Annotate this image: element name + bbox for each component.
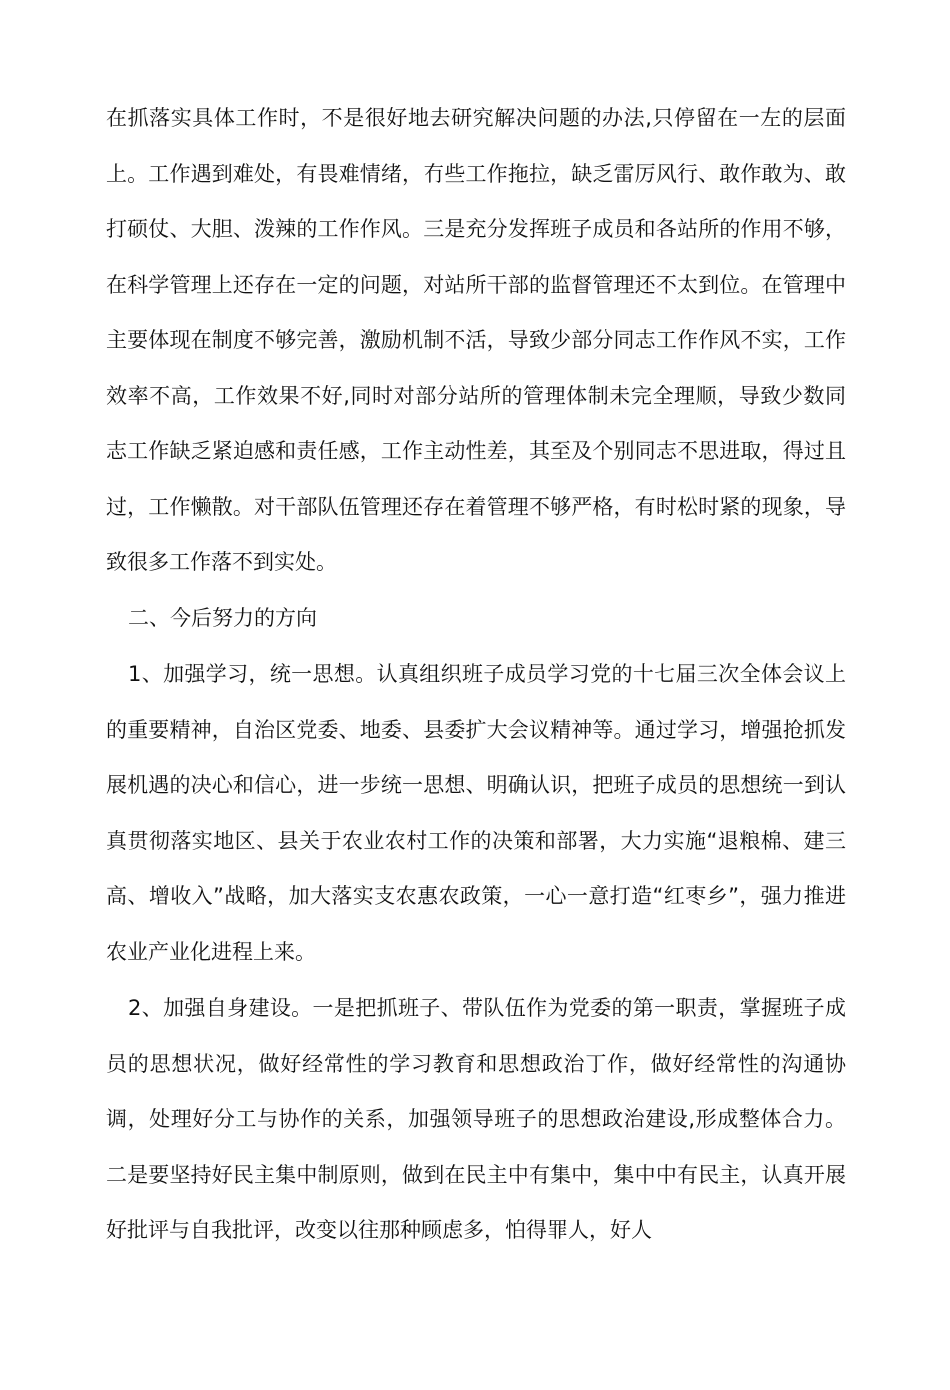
paragraph-item-1: 1、加强学习，统一思想。认真组织班子成员学习党的十七届三次全体会议上的重要精神，自治区党委、地委、县委扩大会议精神等。通过学习，增强抢抓发展机遇的决心和信心，进一步统一思想、明确认识，把班子成员的思想统一到认真贯彻落实地区、县关于农业农村工作的决策和部署，大力实施“退粮棉、建三高、增收入”战略，加大落实支农惠农政策，一心一意打造“红枣乡”，强力推进农业产业化进程上来。 <box>106 662 846 964</box>
paragraph-item-2: 2、加强自身建设。一是把抓班子、带队伍作为党委的第一职责，掌握班子成员的思想状况，做好经常性的学习教育和思想政治丁作，做好经常性的沟通协调，处理好分工与协作的关系，加强领导班子的思想政治建设,形成整体合力。二是要坚持好民主集中制原则，做到在民主中有集中，集中中有民主，认真开展好批评与自我批评，改变以往那种顾虑多，怕得罪人，好人 <box>106 996 846 1242</box>
paragraph-continuation: 在抓落实具体工作时，不是很好地去研究解决问题的办法,只停留在一左的层面上。工作遇到难处，有畏难情绪，冇些工作拖拉，缺乏雷厉风行、敢作敢为、敢打硕仗、大胆、泼辣的工作作风。三是充分发挥班子成员和各站所的作用不够，在科学管理上还存在一定的问题，对站所干部的监督管理还不太到位。在管理中主要体现在制度不够完善，激励机制不活，导致少部分同志工作作风不实，工作效率不高，工作效果不好,同时对部分站所的管理体制未完全理顺，导致少数同志工作缺乏紧迫感和责任感，工作主动性差，其至及个别同志不思进取，得过且过，工作懒散。对干部队伍管理还存在着管理不够严格，有时松时紧的现象，导致很多工作落不到实处。 <box>106 106 846 574</box>
document-body <box>106 91 846 1259</box>
section-heading: 二、今后努力的方向 <box>128 605 317 630</box>
